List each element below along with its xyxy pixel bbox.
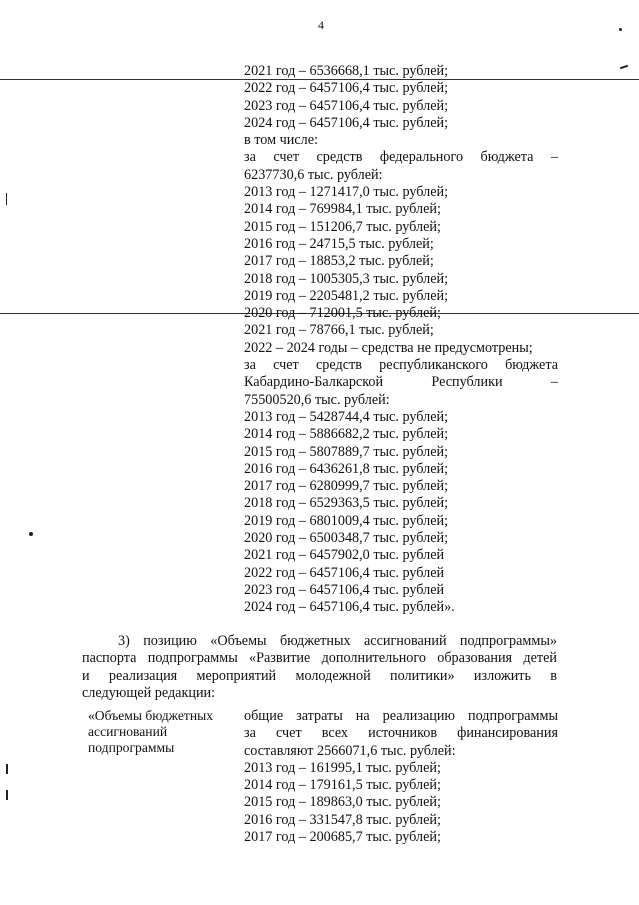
list-line: 2014 год – 5886682,2 тыс. рублей; — [244, 426, 449, 443]
list-line: Кабардино-Балкарской Республики – — [244, 374, 558, 391]
list-line: 2021 год – 6457902,0 тыс. рублей — [244, 547, 445, 564]
list-line: 2018 год – 6529363,5 тыс. рублей; — [244, 495, 449, 512]
list-line: 2024 год – 6457106,4 тыс. рублей». — [244, 599, 455, 616]
list-line: 2021 год – 78766,1 тыс. рублей; — [244, 322, 434, 339]
list-line: 2017 год – 200685,7 тыс. рублей; — [244, 829, 441, 846]
list-line: 2016 год – 6436261,8 тыс. рублей; — [244, 460, 449, 477]
list-line: 2015 год – 189863,0 тыс. рублей; — [244, 794, 441, 811]
funding-list-top — [244, 63, 558, 617]
list-line: 2018 год – 1005305,3 тыс. рублей; — [244, 270, 449, 287]
list-line: 2013 год – 161995,1 тыс. рублей; — [244, 759, 441, 776]
scan-mark — [619, 28, 622, 31]
list-line: 2014 год – 769984,1 тыс. рублей; — [244, 201, 441, 218]
paragraph-line: паспорта подпрограммы «Развитие дополнительного образования детей — [82, 650, 557, 667]
label-line: ассигнований — [88, 724, 168, 739]
list-line: 2019 год – 2205481,2 тыс. рублей; — [244, 287, 449, 304]
list-line: 2015 год – 5807889,7 тыс. рублей; — [244, 443, 449, 460]
scan-mark — [6, 790, 8, 800]
scan-mark — [6, 764, 8, 774]
list-line: 2024 год – 6457106,4 тыс. рублей; — [244, 114, 449, 131]
list-line: 2022 год – 6457106,4 тыс. рублей; — [244, 80, 449, 97]
label-line: «Объемы бюджетных — [88, 708, 214, 723]
list-line: 2016 год – 331547,8 тыс. рублей; — [244, 811, 441, 828]
scan-mark — [620, 65, 628, 70]
list-line: 2016 год – 24715,5 тыс. рублей; — [244, 235, 434, 252]
list-line: за счет средств республиканского бюджета — [244, 357, 558, 374]
list-line: 75500520,6 тыс. рублей: — [244, 391, 390, 408]
passport-label — [88, 708, 238, 756]
list-line: 2014 год – 179161,5 тыс. рублей; — [244, 777, 441, 794]
paragraph-line: 3) позицию «Объемы бюджетных ассигнований подпрограммы» — [118, 633, 557, 649]
list-line: 2022 год – 6457106,4 тыс. рублей — [244, 564, 445, 581]
funding-list-bottom — [244, 708, 558, 846]
list-line: 2020 год – 712001,5 тыс. рублей; — [244, 305, 441, 322]
paragraph-3 — [82, 633, 557, 702]
list-line: 2020 год – 6500348,7 тыс. рублей; — [244, 530, 449, 547]
scan-mark — [6, 193, 7, 205]
paragraph-line: следующей редакции: — [82, 684, 216, 701]
list-line: 2023 год – 6457106,4 тыс. рублей; — [244, 97, 449, 114]
list-line: 6237730,6 тыс. рублей: — [244, 166, 383, 183]
page-number: 4 — [318, 18, 324, 32]
list-line: 2017 год – 6280999,7 тыс. рублей; — [244, 478, 449, 495]
list-line: 2013 год – 5428744,4 тыс. рублей; — [244, 408, 449, 425]
paragraph-line: и реализация мероприятий молодежной политики» изложить в — [82, 667, 557, 684]
list-line: 2019 год – 6801009,4 тыс. рублей; — [244, 512, 449, 529]
list-line: 2022 – 2024 годы – средства не предусмотрены; — [244, 339, 533, 356]
list-line: за счет всех источников финансирования — [244, 725, 558, 742]
scan-mark — [29, 532, 33, 536]
list-line: за счет средств федерального бюджета – — [244, 149, 558, 166]
list-line: 2023 год – 6457106,4 тыс. рублей — [244, 581, 445, 598]
label-line: подпрограммы — [88, 740, 175, 755]
list-line: в том числе: — [244, 132, 318, 149]
list-line: общие затраты на реализацию подпрограммы — [244, 708, 558, 724]
list-line: 2017 год – 18853,2 тыс. рублей; — [244, 253, 434, 270]
list-line: 2013 год – 1271417,0 тыс. рублей; — [244, 184, 449, 201]
list-line: составляют 2566071,6 тыс. рублей: — [244, 742, 456, 759]
list-line: 2021 год – 6536668,1 тыс. рублей; — [244, 63, 449, 79]
list-line: 2015 год – 151206,7 тыс. рублей; — [244, 218, 441, 235]
